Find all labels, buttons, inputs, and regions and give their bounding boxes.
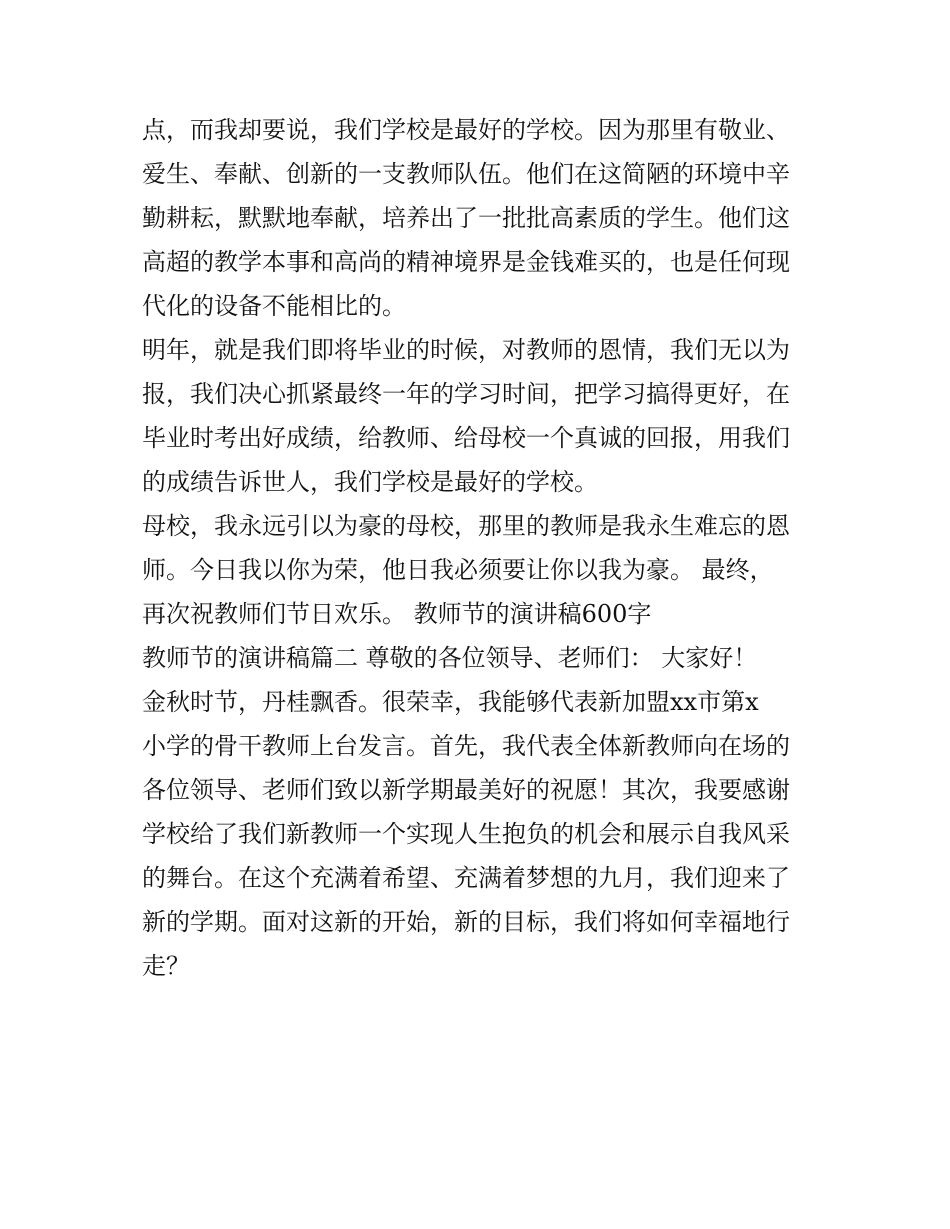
- text-line: 新的学期。面对这新的开始，新的目标，我们将如何幸福地行: [142, 908, 790, 936]
- text-line: 毕业时考出好成绩，给教师、给母校一个真诚的回报，用我们: [142, 424, 790, 452]
- text-line: 点，而我却要说，我们学校是最好的学校。因为那里有敬业、: [142, 116, 790, 144]
- text-line: 教师节的演讲稿篇二 尊敬的各位领导、老师们： 大家好！: [142, 644, 758, 672]
- text-line: 的舞台。在这个充满着希望、充满着梦想的九月，我们迎来了: [142, 864, 790, 892]
- text-line: 代化的设备不能相比的。: [142, 292, 406, 320]
- text-line: 勤耕耘，默默地奉献，培养出了一批批高素质的学生。他们这: [142, 204, 790, 232]
- text-line: 明年，就是我们即将毕业的时候，对教师的恩情，我们无以为: [142, 336, 790, 364]
- text-line: 走？: [142, 952, 190, 980]
- text-line: 报，我们决心抓紧最终一年的学习时间，把学习搞得更好，在: [142, 380, 790, 408]
- text-line: 学校给了我们新教师一个实现人生抱负的机会和展示自我风采: [142, 820, 790, 848]
- text-line: 爱生、奉献、创新的一支教师队伍。他们在这简陋的环境中辛: [142, 160, 790, 188]
- text-line: 的成绩告诉世人，我们学校是最好的学校。: [142, 468, 598, 496]
- text-line: 金秋时节，丹桂飘香。很荣幸，我能够代表新加盟xx市第x: [142, 688, 759, 716]
- text-line: 各位领导、老师们致以新学期最美好的祝愿！其次，我要感谢: [142, 776, 790, 804]
- document-body: [142, 108, 822, 988]
- text-line: 高超的教学本事和高尚的精神境界是金钱难买的，也是任何现: [142, 248, 790, 276]
- text-line: 小学的骨干教师上台发言。首先，我代表全体新教师向在场的: [142, 732, 790, 760]
- text-line: 母校，我永远引以为豪的母校，那里的教师是我永生难忘的恩: [142, 512, 790, 540]
- text-line: 再次祝教师们节日欢乐。 教师节的演讲稿600字: [142, 600, 652, 628]
- text-line: 师。今日我以你为荣，他日我必须要让你以我为豪。 最终，: [142, 556, 774, 584]
